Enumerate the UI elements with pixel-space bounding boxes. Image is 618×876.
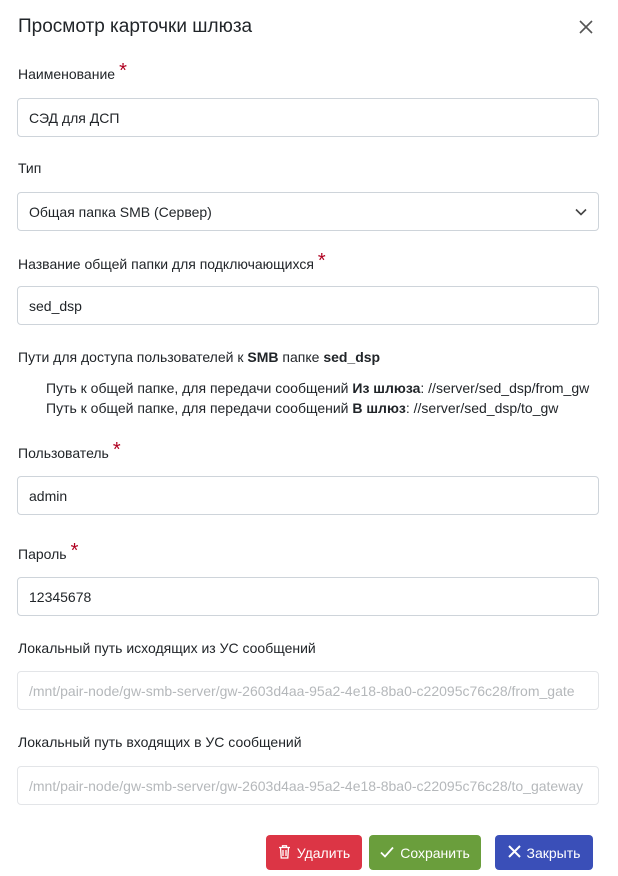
close-button-label: Закрыть <box>526 844 581 861</box>
delete-button-label: Удалить <box>296 844 351 861</box>
chevron-down-icon <box>574 205 588 222</box>
delete-button[interactable] <box>266 835 362 870</box>
in-path-input: /mnt/pair-node/gw-smb-server/gw-2603d4aa-95a2-4e18-8ba0-c22095c76c28/to_gateway <box>17 766 599 805</box>
name-label: Наименование * <box>18 60 127 82</box>
out-path-input: /mnt/pair-node/gw-smb-server/gw-2603d4aa-95a2-4e18-8ba0-c22095c76c28/from_gate <box>17 671 599 710</box>
close-icon[interactable] <box>575 16 597 38</box>
user-input[interactable]: admin <box>17 476 599 515</box>
password-input[interactable]: 12345678 <box>17 577 599 616</box>
dialog-title: Просмотр карточки шлюза <box>18 16 253 37</box>
type-select-value: Общая папка SMB (Сервер) <box>29 203 212 220</box>
type-select[interactable] <box>17 192 599 231</box>
access-hint-to: Путь к общей папке, для передачи сообщений В шлюз: //server/sed_dsp/to_gw <box>46 400 559 416</box>
close-button[interactable] <box>495 835 593 870</box>
check-icon <box>380 845 394 861</box>
required-mark: * <box>112 439 121 461</box>
type-label: Тип <box>18 160 42 176</box>
user-label: Пользователь * <box>18 439 121 461</box>
share-input[interactable]: sed_dsp <box>17 286 599 325</box>
access-hint-from: Путь к общей папке, для передачи сообщений Из шлюза: //server/sed_dsp/from_gw <box>46 380 590 396</box>
out-path-label: Локальный путь исходящих из УС сообщений <box>18 640 316 656</box>
name-input[interactable]: СЭД для ДСП <box>17 98 599 137</box>
required-mark: * <box>119 60 127 82</box>
password-label: Пароль * <box>18 540 79 562</box>
required-mark: * <box>70 540 79 562</box>
save-button-label: Сохранить <box>400 844 470 861</box>
access-hint-title: Пути для доступа пользователей к SMB папке sed_dsp <box>18 349 381 365</box>
save-button[interactable] <box>369 835 481 870</box>
share-label: Название общей папки для подключающихся * <box>18 250 326 272</box>
trash-icon <box>278 844 291 862</box>
in-path-label: Локальный путь входящих в УС сообщений <box>18 734 302 750</box>
close-icon <box>508 845 521 861</box>
required-mark: * <box>317 250 326 272</box>
